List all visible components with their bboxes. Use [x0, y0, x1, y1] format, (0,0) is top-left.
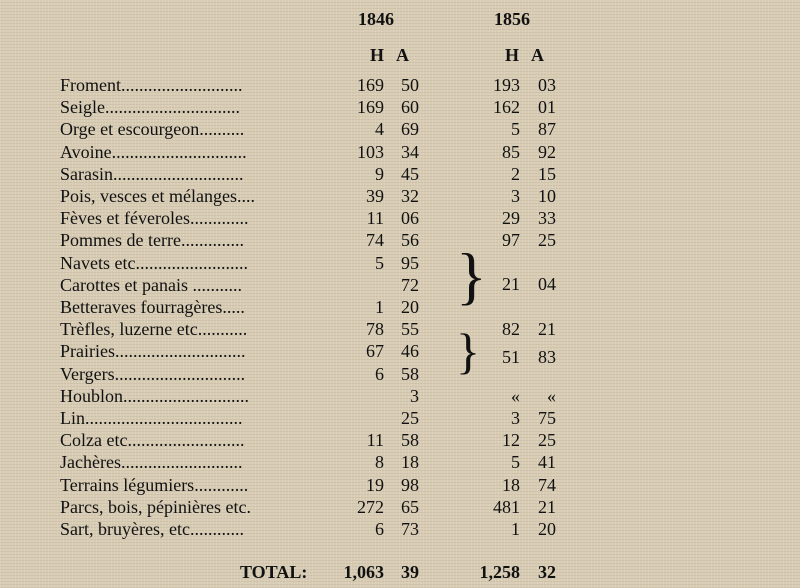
- row-label: Carottes et panais ...........: [60, 274, 242, 295]
- value-h-1856: 1: [511, 519, 520, 539]
- value-h-1856: 481: [493, 496, 520, 517]
- value-h-1856: 5: [511, 119, 520, 140]
- value-a-1856: 10: [538, 186, 556, 206]
- value-a-1846: 65: [401, 496, 419, 517]
- value-a-1846: 45: [401, 163, 419, 184]
- value-a-1846: 34: [401, 141, 419, 162]
- value-a-1846: 58: [401, 430, 419, 451]
- value-a-1846: 69: [401, 119, 419, 140]
- value-a-1856: 15: [538, 163, 556, 184]
- value-a-1856: 21: [538, 496, 556, 517]
- value-a-1856: «: [547, 385, 556, 406]
- value-a-1856: 74: [538, 474, 556, 495]
- row-label: Colza etc..........................: [60, 430, 245, 451]
- value-h-1846: 272: [357, 496, 384, 517]
- value-h-1846: 11: [366, 430, 384, 451]
- value-a-1846: 20: [401, 297, 419, 317]
- value-h-1846: 169: [357, 75, 384, 95]
- value-a-1856: 21: [538, 319, 556, 340]
- row-label: Pois, vesces et mélanges....: [60, 186, 255, 206]
- row-label: Terrains légumiers............: [60, 474, 249, 495]
- value-h-1856: 29: [502, 208, 520, 229]
- value-a-1846: 06: [401, 208, 419, 229]
- value-a-1856: 20: [538, 519, 556, 539]
- value-a-1846: 3: [410, 385, 419, 406]
- row-label: Houblon............................: [60, 385, 249, 406]
- grouped-a-1856: 04: [538, 274, 556, 294]
- value-h-1856: 85: [502, 141, 520, 162]
- value-h-1846: 4: [375, 119, 384, 140]
- unit-a-1856: A: [531, 45, 544, 65]
- value-h-1856: 97: [502, 230, 520, 251]
- unit-h-1856: H: [505, 45, 520, 65]
- value-h-1846: 103: [357, 141, 384, 162]
- value-a-1846: 55: [401, 319, 419, 340]
- unit-h-1846: H: [370, 45, 385, 65]
- value-a-1856: 87: [538, 119, 556, 140]
- grouped-a-1856: 83: [538, 347, 556, 367]
- group-brace-2: }: [456, 323, 480, 379]
- row-label: Lin...................................: [60, 408, 243, 428]
- row-label: Navets etc.........................: [60, 252, 248, 273]
- value-a-1846: 72: [401, 274, 419, 295]
- row-label: Prairies.............................: [60, 341, 246, 362]
- value-h-1856: 12: [502, 430, 520, 451]
- value-h-1846: 6: [375, 363, 384, 384]
- value-h-1856: 3: [511, 186, 520, 206]
- total-label: TOTAL:: [240, 562, 308, 582]
- value-a-1846: 73: [401, 519, 419, 539]
- row-label: Vergers.............................: [60, 363, 246, 384]
- value-a-1856: 33: [538, 208, 556, 229]
- value-h-1856: 3: [511, 408, 520, 428]
- value-a-1846: 25: [401, 408, 419, 428]
- grouped-h-1856: 51: [502, 347, 520, 367]
- value-h-1846: 39: [366, 186, 384, 206]
- value-h-1856: 82: [502, 319, 520, 340]
- value-h-1846: 169: [357, 97, 384, 118]
- row-label: Betteraves fourragères.....: [60, 297, 245, 317]
- row-label: Parcs, bois, pépinières etc.: [60, 496, 251, 517]
- value-a-1856: 01: [538, 97, 556, 118]
- row-label: Pommes de terre..............: [60, 230, 244, 251]
- value-h-1846: 8: [375, 452, 384, 473]
- value-a-1846: 95: [401, 252, 419, 273]
- value-a-1856: 41: [538, 452, 556, 473]
- row-label: Jachères...........................: [60, 452, 243, 473]
- total-h-1846: 1,063: [343, 562, 384, 582]
- row-label: Sart, bruyères, etc............: [60, 519, 244, 539]
- total-a-1846: 39: [401, 562, 419, 582]
- value-h-1856: 193: [493, 75, 520, 95]
- row-label: Orge et escourgeon..........: [60, 119, 245, 140]
- value-a-1856: 03: [538, 75, 556, 95]
- value-a-1856: 75: [538, 408, 556, 428]
- value-h-1856: 5: [511, 452, 520, 473]
- row-label: Trèfles, luzerne etc...........: [60, 319, 248, 340]
- value-a-1846: 98: [401, 474, 419, 495]
- year-1846-header: 1846: [358, 9, 394, 29]
- row-label: Fèves et féveroles.............: [60, 208, 249, 229]
- value-h-1856: «: [511, 385, 520, 406]
- value-h-1846: 78: [366, 319, 384, 340]
- value-h-1846: 19: [366, 474, 384, 495]
- value-a-1856: 25: [538, 430, 556, 451]
- unit-a-1846: A: [396, 45, 409, 65]
- value-a-1846: 32: [401, 186, 419, 206]
- value-a-1846: 18: [401, 452, 419, 473]
- value-a-1846: 46: [401, 341, 419, 362]
- value-h-1846: 74: [366, 230, 384, 251]
- row-label: Froment...........................: [60, 75, 243, 95]
- value-a-1846: 56: [401, 230, 419, 251]
- row-label: Seigle..............................: [60, 97, 240, 118]
- value-h-1846: 11: [366, 208, 384, 229]
- value-a-1856: 25: [538, 230, 556, 251]
- value-h-1846: 6: [375, 519, 384, 539]
- value-a-1846: 50: [401, 75, 419, 95]
- row-label: Avoine..............................: [60, 141, 247, 162]
- value-h-1856: 2: [511, 163, 520, 184]
- row-label: Sarasin.............................: [60, 163, 244, 184]
- value-h-1846: 67: [366, 341, 384, 362]
- total-a-1856: 32: [538, 562, 556, 582]
- value-h-1846: 9: [375, 163, 384, 184]
- value-h-1856: 162: [493, 97, 520, 118]
- value-a-1856: 92: [538, 141, 556, 162]
- total-h-1856: 1,258: [479, 562, 520, 582]
- value-h-1856: 18: [502, 474, 520, 495]
- value-a-1846: 60: [401, 97, 419, 118]
- group-brace-1: }: [456, 240, 487, 311]
- grouped-h-1856: 21: [502, 274, 520, 294]
- value-h-1846: 5: [375, 252, 384, 273]
- value-a-1846: 58: [401, 363, 419, 384]
- value-h-1846: 1: [375, 297, 384, 317]
- year-1856-header: 1856: [494, 9, 530, 29]
